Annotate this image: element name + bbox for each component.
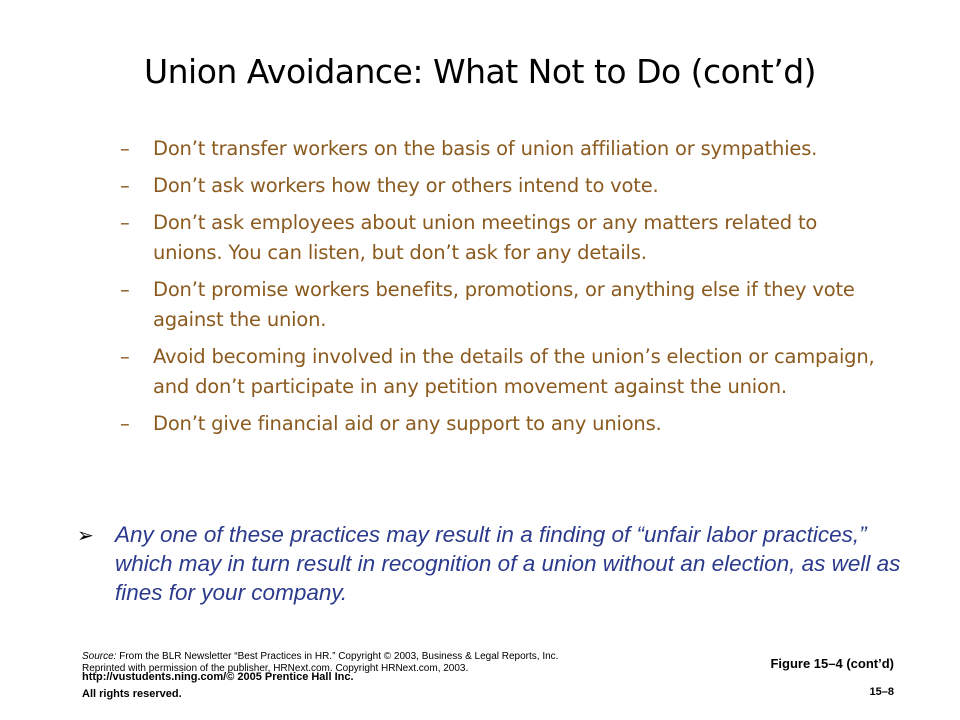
bullet-text: Don’t give financial aid or any support to any unions. xyxy=(153,412,662,435)
source-label: Source: xyxy=(82,651,117,662)
bullet-item xyxy=(120,409,890,439)
bullet-text: Don’t ask workers how they or others intend to vote. xyxy=(153,174,659,197)
copyright-footer xyxy=(82,669,354,703)
figure-label: Figure 15–4 (cont’d) xyxy=(770,656,894,671)
bullet-item xyxy=(120,342,890,402)
bullet-item xyxy=(120,275,890,335)
bullet-text: Don’t ask employees about union meetings or any matters related to unions. You can listen, but don’t ask for any details. xyxy=(153,211,818,264)
bullet-text: Avoid becoming involved in the details of the union’s election or campaign, and don’t participate in any petition movement against the union. xyxy=(153,345,875,398)
dash-marker: – xyxy=(120,137,130,160)
dash-marker: – xyxy=(120,345,130,368)
copyright-line-1: http://vustudents.ning.com/© 2005 Prentice Hall Inc. xyxy=(82,671,354,683)
summary-note xyxy=(77,520,915,607)
copyright-line-2: All rights reserved. xyxy=(82,688,182,700)
bullet-list xyxy=(120,134,890,446)
source-line-1 xyxy=(82,651,682,663)
source-line-2: Reprinted with permission of the publisher, HRNext.com. Copyright HRNext.com, 2003. xyxy=(82,663,469,674)
bullet-item xyxy=(120,134,890,164)
source-text: From the BLR Newsletter “Best Practices in HR.” Copyright © 2003, Business & Legal Reports, Inc. xyxy=(116,651,559,662)
dash-marker: – xyxy=(120,174,130,197)
slide-title: Union Avoidance: What Not to Do (cont’d) xyxy=(143,52,817,91)
bullet-item xyxy=(120,208,890,268)
summary-note-text: Any one of these practices may result in a finding of “unfair labor practices,” which may in turn result in recognition of a union without an election, as well as fines for your company. xyxy=(115,522,901,605)
bullet-item xyxy=(120,171,890,201)
page-number: 15–8 xyxy=(869,686,894,698)
bullet-text: Don’t promise workers benefits, promotions, or anything else if they vote against the union. xyxy=(153,278,855,331)
dash-marker: – xyxy=(120,211,130,234)
dash-marker: – xyxy=(120,278,130,301)
dash-marker: – xyxy=(120,412,130,435)
arrow-bullet-icon: ➢ xyxy=(77,525,94,547)
bullet-text: Don’t transfer workers on the basis of union affiliation or sympathies. xyxy=(153,137,818,160)
